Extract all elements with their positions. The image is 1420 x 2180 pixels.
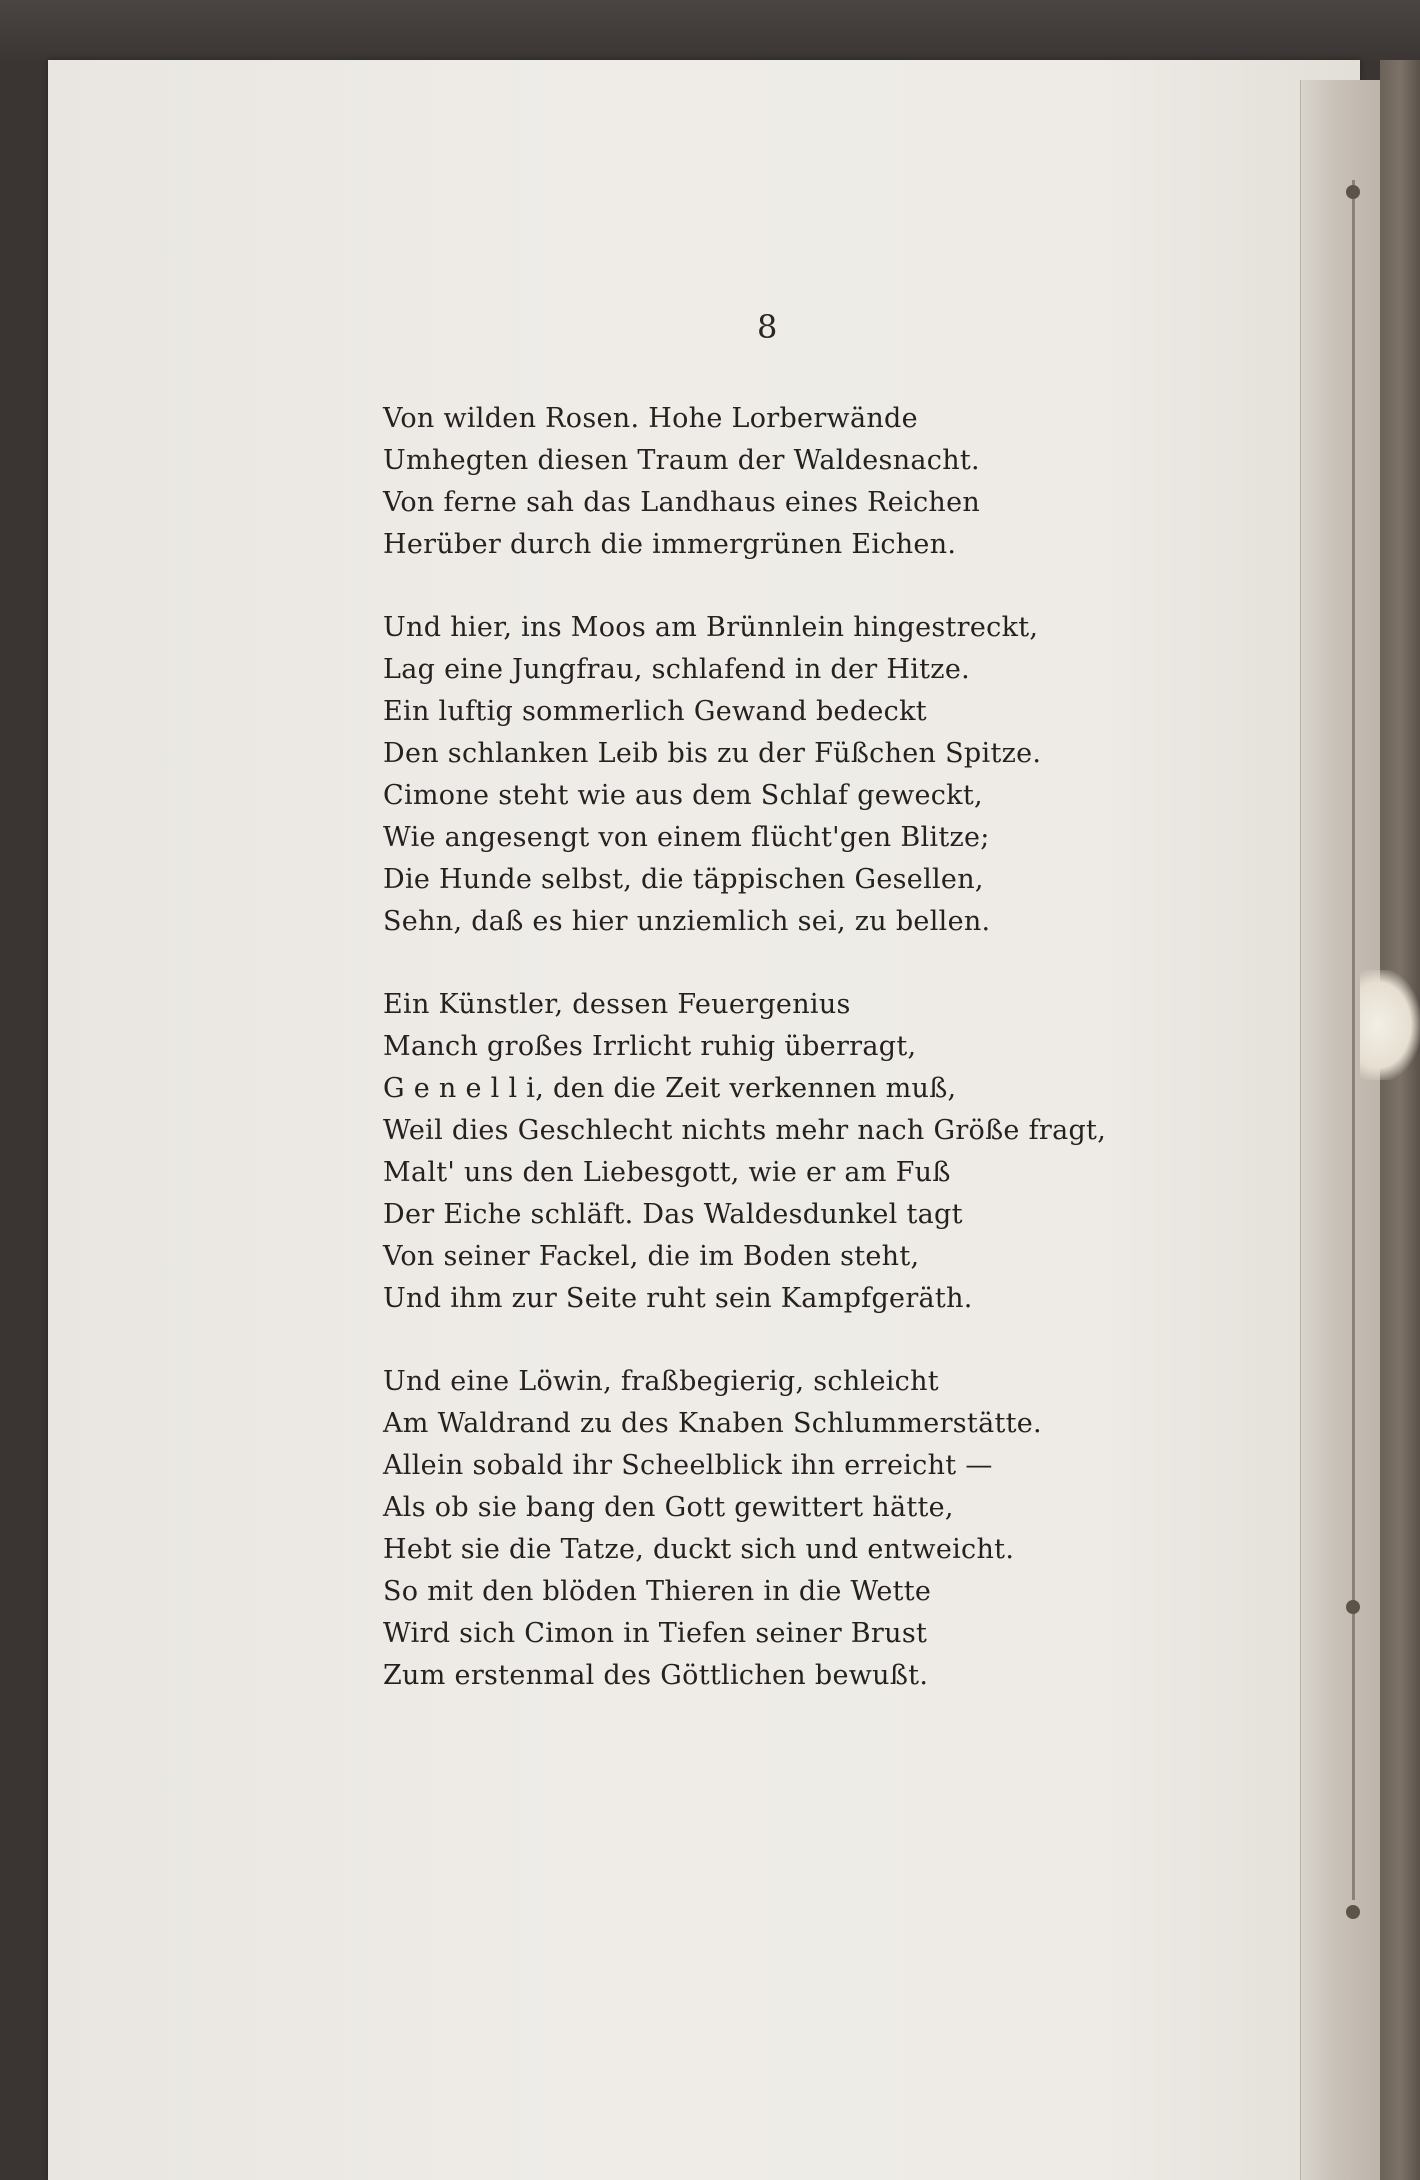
scan-background <box>0 0 1420 60</box>
binding-thread <box>1360 970 1420 1080</box>
page-number: 8 <box>757 308 778 346</box>
binding-stitch <box>1346 1905 1360 1919</box>
stanza-gap <box>383 566 1143 607</box>
verse-line: So mit den blöden Thieren in die Wette <box>383 1576 932 1607</box>
stanza <box>383 398 1143 566</box>
verse-line: Die Hunde selbst, die täppischen Gesellen, <box>383 864 984 895</box>
stanza <box>383 1361 1143 1697</box>
verse-line: Allein sobald ihr Scheelblick ihn erreicht — <box>383 1450 993 1481</box>
binding-stitch <box>1346 1600 1360 1614</box>
verse-line: Und hier, ins Moos am Brünnlein hingestreckt, <box>383 612 1039 643</box>
stanza-gap <box>383 1320 1143 1361</box>
verse-line: Am Waldrand zu des Knaben Schlummerstätte. <box>383 1408 1042 1439</box>
stanza <box>383 984 1143 1320</box>
binding-stitch <box>1346 185 1360 199</box>
verse-line: Manch großes Irrlicht ruhig überragt, <box>383 1031 917 1062</box>
verse-line: Der Eiche schläft. Das Waldesdunkel tagt <box>383 1199 963 1230</box>
verse-line: Ein luftig sommerlich Gewand bedeckt <box>383 696 927 727</box>
verse-line: Herüber durch die immergrünen Eichen. <box>383 529 957 560</box>
book-gutter <box>1300 80 1381 2180</box>
stanza <box>383 607 1143 943</box>
verse-line: Als ob sie bang den Gott gewittert hätte, <box>383 1492 954 1523</box>
verse-line: Sehn, daß es hier unziemlich sei, zu bellen. <box>383 906 991 937</box>
verse-line: Von ferne sah das Landhaus eines Reichen <box>383 487 981 518</box>
poem-text <box>383 398 1143 1697</box>
verse-line: G e n e l l i, den die Zeit verkennen muß, <box>383 1073 957 1104</box>
verse-line: Den schlanken Leib bis zu der Füßchen Spitze. <box>383 738 1042 769</box>
stanza-gap <box>383 943 1143 984</box>
verse-line: Und ihm zur Seite ruht sein Kampfgeräth. <box>383 1283 973 1314</box>
verse-line: Cimone steht wie aus dem Schlaf geweckt, <box>383 780 983 811</box>
verse-line: Ein Künstler, dessen Feuergenius <box>383 989 851 1020</box>
verse-line: Hebt sie die Tatze, duckt sich und entweicht. <box>383 1534 1015 1565</box>
verse-line: Von seiner Fackel, die im Boden steht, <box>383 1241 920 1272</box>
verse-line: Und eine Löwin, fraßbegierig, schleicht <box>383 1366 939 1397</box>
verse-line: Umhegten diesen Traum der Waldesnacht. <box>383 445 980 476</box>
verse-line: Malt' uns den Liebesgott, wie er am Fuß <box>383 1157 951 1188</box>
binding-stripe <box>1352 180 1355 1900</box>
verse-line: Wird sich Cimon in Tiefen seiner Brust <box>383 1618 928 1649</box>
verse-line: Lag eine Jungfrau, schlafend in der Hitze. <box>383 654 970 685</box>
verse-line: Von wilden Rosen. Hohe Lorberwände <box>383 403 918 434</box>
verse-line: Zum erstenmal des Göttlichen bewußt. <box>383 1660 929 1691</box>
verse-line: Weil dies Geschlecht nichts mehr nach Größe fragt, <box>383 1115 1107 1146</box>
facing-page-edge <box>1380 60 1420 2180</box>
verse-line: Wie angesengt von einem flücht'gen Blitze; <box>383 822 990 853</box>
